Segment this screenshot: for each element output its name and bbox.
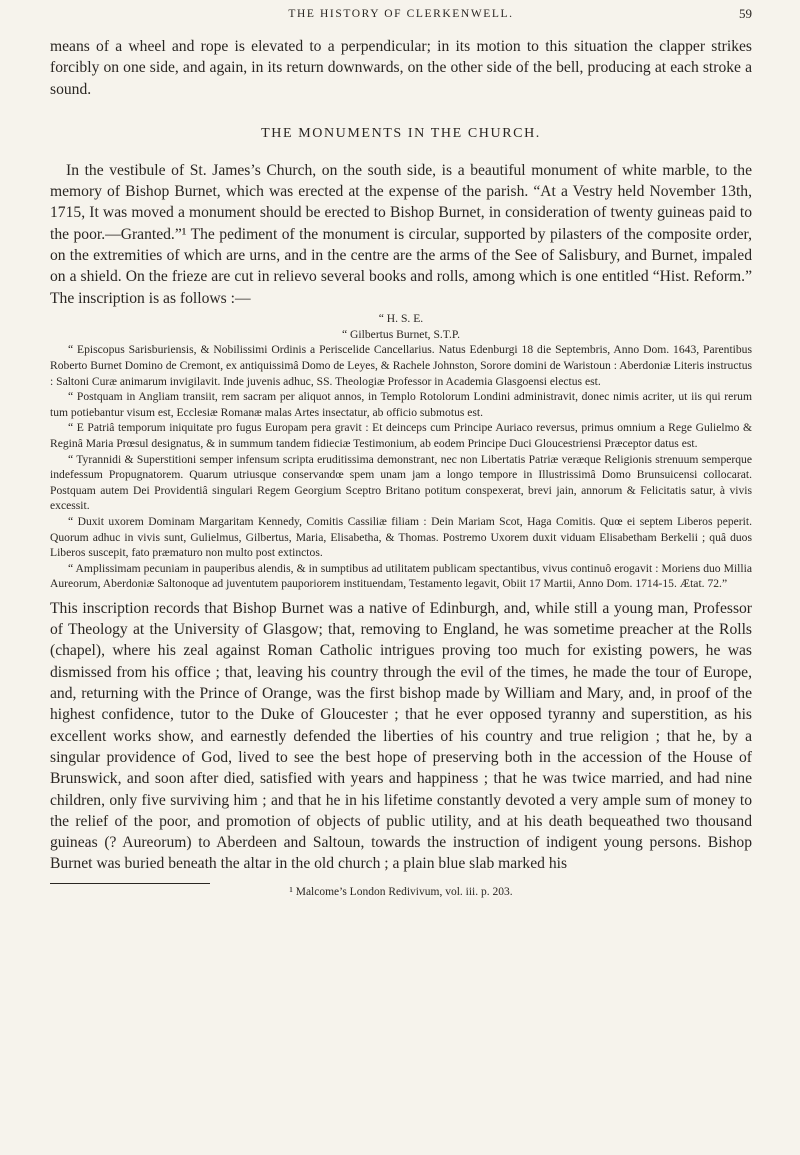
inscription (50, 311, 752, 592)
inscription-heading: “ H. S. E. (378, 311, 424, 325)
inscription-paragraph: “ Episcopus Sarisburiensis, & Nobilissimi Ordinis a Periscelide Cancellarius. Natus Edenburgi 18 die Septembris, Anno Dom. 1643, Parentibus Roberto Burnet Domino de Cremont, ex antiquissimâ Domo de Leyes, & Rachele Johnston, Sorore domini de Waristoun : Aberdoniæ Literis instructus : Saltoni Curæ animarum invigilavit. Inde juvenis adhuc, SS. Theologiæ Professor in Academia Glasgoensi electus est. (50, 343, 752, 388)
opening-paragraph: means of a wheel and rope is elevated to a perpendicular; in its motion to this situation the clapper strikes forcibly on one side, and again, in its return downwards, on the other side of the bell, producing at each stroke a sound. (50, 38, 752, 98)
running-head (50, 0, 752, 36)
inscription-paragraph: “ E Patriâ temporum iniquitate pro fugus Europam pera gravit : Et deinceps cum Principe Auriaco reversus, primus omnium a Rege Gulielmo & Reginâ Maria Prœsul designatus, & in summum tandem fidieciæ Testimonium, ab eodem Principe Duci Gloucestriensi Præceptor datus est. (50, 421, 752, 450)
inscription-paragraph: “ Tyrannidi & Superstitioni semper infensum scripta eruditissima demonstrant, nec non Libertatis Patriæ veræque Religionis strenuum semperque indefessum Propugnatorem. Quarum utriusque conservandœ spem unam jam a longo tempore in Illustrissimâ Domo Brunsuicensi collocarat. Postquam autem Dei Providentiâ singulari Regem Georgium Sceptro Britano potitum conspexerat, brevi jain, annorum & Felicitatis satur, à vivis excessit. (50, 452, 752, 513)
intro-paragraph: In the vestibule of St. James’s Church, on the south side, is a beautiful monument of white marble, to the memory of Bishop Burnet, which was erected at the expense of the parish. “At a Vestry held November 13th, 1715, It was moved a monument should be erected to Bishop Burnet, in consideration of twenty guineas paid to the poor.—Granted.”¹ The pediment of the monument is circular, supported by pilasters of the composite order, on the extremities of which are urns, and in the centre are the arms of the See of Salisbury, and Burnet, impaled on a shield. On the frieze are cut in relievo several books and rolls, among which is one entitled “Hist. Reform.” The inscription is as follows :— (50, 161, 752, 307)
section-title: THE MONUMENTS IN THE CHURCH. (261, 125, 541, 141)
inscription-paragraph: “ Postquam in Angliam transiit, rem sacram per aliquot annos, in Templo Rotolorum Londini administravit, donec nimis acriter, ut iis qui rerum tum potiebantur visum est, Ecclesiæ Romanæ malas Artes insectatur, ab officio submotus est. (50, 390, 752, 419)
footnote-divider (50, 883, 210, 884)
running-title: THE HISTORY OF CLERKENWELL. (288, 8, 514, 20)
inscription-name: “ Gilbertus Burnet, S.T.P. (342, 327, 460, 341)
inscription-paragraph: “ Duxit uxorem Dominam Margaritam Kennedy, Comitis Cassiliæ filiam : Dein Mariam Scot, Haga Comitis. Quœ ei septem Liberos peperit. Quorum adhuc in vivis sunt, Gulielmus, Gilbertus, Maria, Elisabetha, & Thomas. Postremo Uxorem duxit viduam Elisabetham Berkelii ; quâ duos Liberos suscepit, fato præmaturo non multo post extinctos. (50, 514, 752, 560)
footnote: ¹ Malcome’s London Redivivum, vol. iii. p. 203. (289, 885, 513, 898)
page-number: 59 (739, 6, 752, 21)
closing-paragraph: This inscription records that Bishop Burnet was a native of Edinburgh, and, while still a young man, Professor of Theology at the University of Glasgow; that, removing to England, he was sometime preacher at the Rolls (chapel), where his zeal against Roman Catholic intrigues proving too much for existing powers, he was dismissed from his office ; that, leaving his country through the evil of the times, he made the tour of Europe, and, returning with the Prince of Orange, was the first bishop made by William and Mary, and, in proof of the highest confidence, tutor to the Duke of Gloucester ; that he ever opposed tyranny and superstition, as his excellent works show, and earnestly defended the liberties of his country and true religion ; that he, by a singular providence of God, lived to see the best hope of preserving both in the accession of the House of Brunswick, and soon after died, satisfied with years and happiness ; that he was twice married, and had nine children, only five surviving him ; and that he in his lifetime constantly devoted a very ample sum of money to the relief of the poor, and promotion of objects of public utility, and at his death bequeathed two thousand guineas (? Aureorum) to Aberdeen and Saltoun, towards the instruction of indigent young persons. Bishop Burnet was buried beneath the altar in the old church ; a plain blue slab marked his (50, 599, 752, 873)
inscription-paragraph: “ Amplissimam pecuniam in pauperibus alendis, & in sumptibus ad utilitatem publicam spectantibus, vivus continuô erogavit : Moriens duo Millia Aureorum, Aberdoniæ Saltonoque ad juventutem pauporiorem instituendam, Testamento legavit, Obiit 17 Martii, Anno Dom. 1714-15. Ætat. 72.” (50, 561, 752, 591)
